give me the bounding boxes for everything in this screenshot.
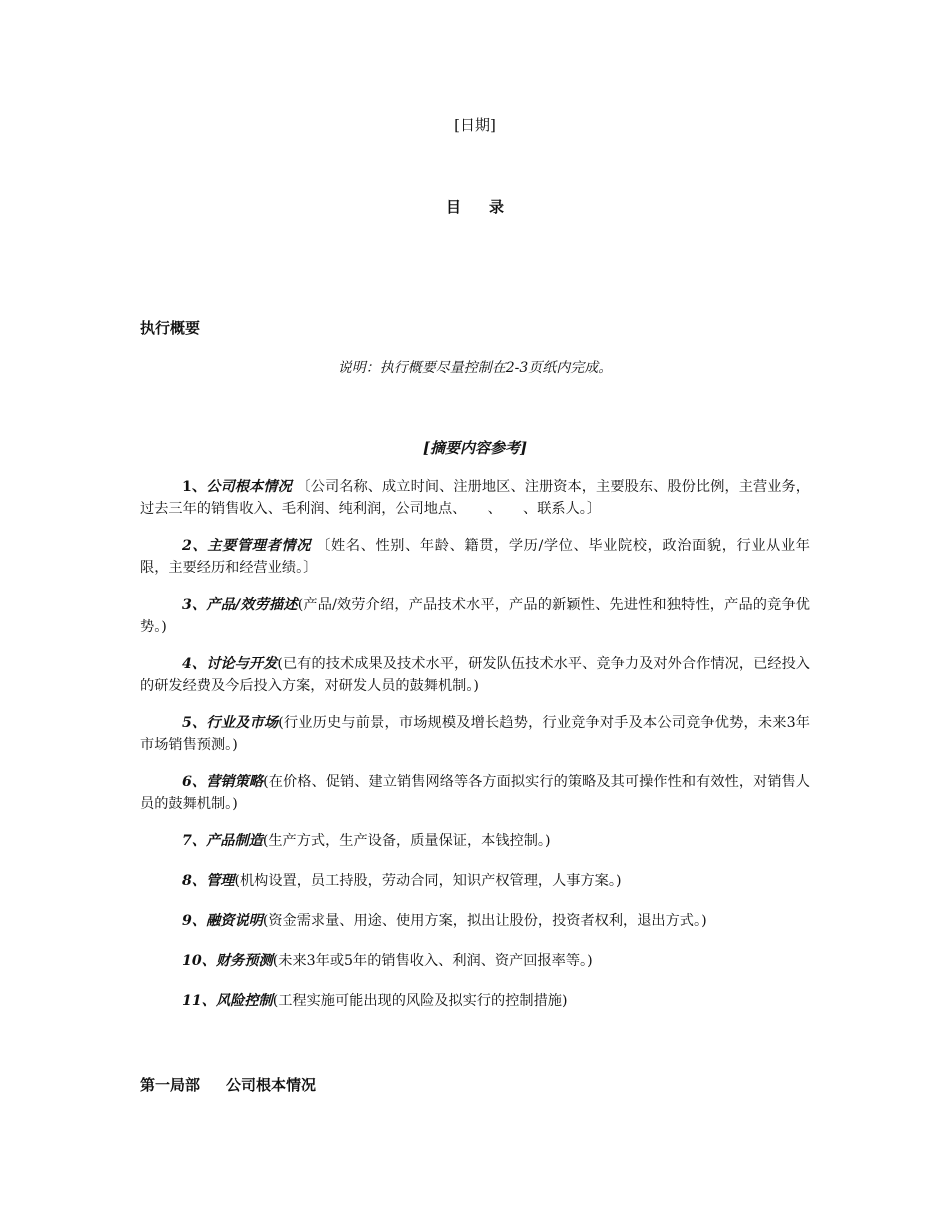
- list-item: 3、产品/效劳描述(产品/效劳介绍，产品技术水平，产品的新颖性、先进性和独特性，产品的竞争优势。): [140, 597, 810, 635]
- list-item: 9、融资说明(资金需求量、用途、使用方案，拟出让股份，投资者权利，退出方式。): [182, 913, 707, 929]
- section-heading: [140, 1074, 316, 1095]
- date-placeholder: [日期]: [454, 116, 496, 134]
- executive-summary-heading: 执行概要: [140, 319, 201, 337]
- list-item: 7、产品制造(生产方式，生产设备，质量保证，本钱控制。): [182, 833, 551, 849]
- section-title: 公司根本情况: [226, 1076, 317, 1094]
- list-item: 6、营销策略(在价格、促销、建立销售网络等各方面拟实行的策略及其可操作性和有效性，对销售人员的鼓舞机制。): [140, 774, 810, 812]
- list-item: 5、行业及市场(行业历史与前景，市场规模及增长趋势，行业竞争对手及本公司竞争优势，未来3年市场销售预测。): [140, 715, 810, 753]
- section-part-label: 第一局部: [140, 1076, 201, 1094]
- table-of-contents-heading: [0, 196, 950, 217]
- list-item: 1、公司根本情况 〔公司名称、成立时间、注册地区、注册资本，主要股东、股份比例，主营业务，过去三年的销售收入、毛利润、纯利润，公司地点、 、 、联系人。〕: [140, 479, 810, 517]
- executive-summary-note: 说明：执行概要尽量控制在2-3页纸内完成。: [337, 360, 613, 376]
- list-item: 10、财务预测(未来3年或5年的销售收入、利润、资产回报率等。): [182, 953, 593, 969]
- toc-char-2: 录: [489, 198, 505, 216]
- list-item: 4、讨论与开发(已有的技术成果及技术水平，研发队伍技术水平、竞争力及对外合作情况，已经投入的研发经费及今后投入方案，对研发人员的鼓舞机制。): [140, 656, 810, 694]
- list-item: 8、管理(机构设置，员工持股，劳动合同，知识产权管理，人事方案。): [182, 873, 622, 889]
- summary-item-list: [140, 476, 810, 1030]
- toc-char-1: 目: [445, 198, 461, 216]
- summary-reference-title: [摘要内容参考]: [422, 439, 528, 457]
- list-item: 2、主要管理者情况 〔姓名、性别、年龄、籍贯，学历/学位、毕业院校，政治面貌，行业从业年限，主要经历和经营业绩。〕: [140, 538, 810, 576]
- list-item: 11、风险控制(工程实施可能出现的风险及拟实行的控制措施): [182, 993, 568, 1009]
